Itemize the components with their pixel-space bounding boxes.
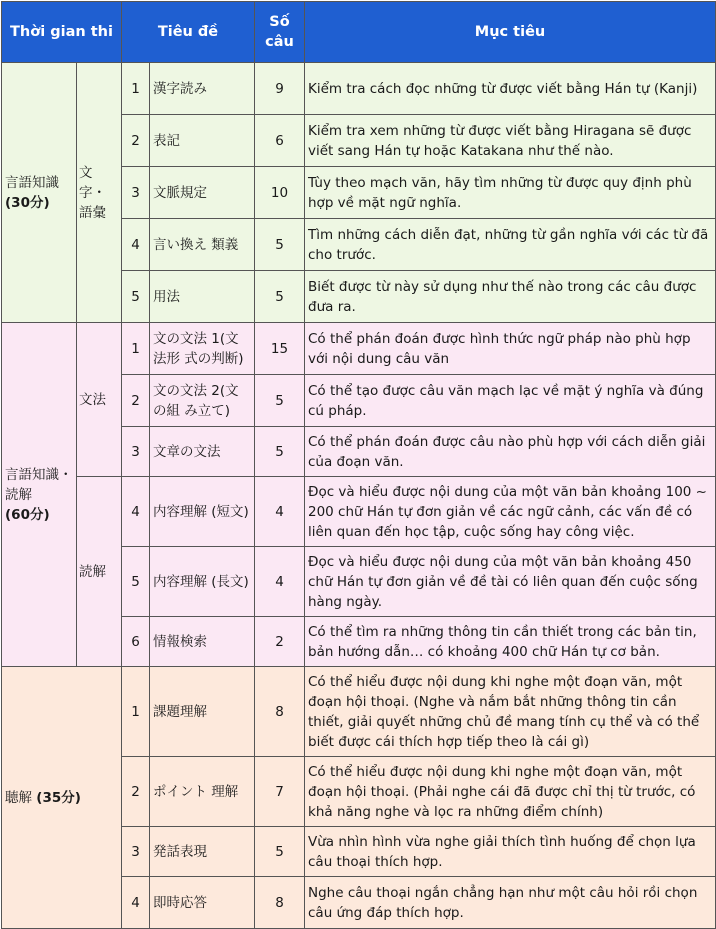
- item-goal: Tìm những cách diễn đạt, những từ gần nghĩa với các từ đã cho trước.: [305, 219, 716, 271]
- question-count: 9: [255, 63, 305, 115]
- item-number: 5: [122, 547, 150, 617]
- item-goal: Kiểm tra xem những từ được viết bằng Hiragana sẽ được viết sang Hán tự hoặc Katakana như thế nào.: [305, 115, 716, 167]
- item-number: 2: [122, 115, 150, 167]
- table-row: [2, 63, 716, 115]
- item-goal: Vừa nhìn hình vừa nghe giải thích tình huống để chọn lựa câu thoại thích hợp.: [305, 827, 716, 877]
- item-goal: Đọc và hiểu được nội dung của một văn bản khoảng 450 chữ Hán tự đơn giản về đề tài có liên quan đến cuộc sống hàng ngày.: [305, 547, 716, 617]
- item-title: 漢字読み: [150, 63, 255, 115]
- item-number: 1: [122, 63, 150, 115]
- item-goal: Biết được từ này sử dụng như thế nào trong các câu được đưa ra.: [305, 271, 716, 323]
- item-number: 3: [122, 427, 150, 477]
- item-title: 文の文法 2(文の組 み立て): [150, 375, 255, 427]
- header-time: Thời gian thi: [2, 2, 122, 63]
- item-goal: Có thể phán đoán được hình thức ngữ pháp nào phù hợp với nội dung câu văn: [305, 323, 716, 375]
- item-title: 用法: [150, 271, 255, 323]
- item-goal: Có thể phán đoán được câu nào phù hợp với cách diễn giải của đoạn văn.: [305, 427, 716, 477]
- question-count: 8: [255, 877, 305, 929]
- question-count: 5: [255, 271, 305, 323]
- section-listening: 聴解 (35分): [2, 667, 122, 929]
- jlpt-structure-table: [1, 1, 716, 929]
- item-title: 情報検索: [150, 617, 255, 667]
- question-count: 4: [255, 547, 305, 617]
- subsection-reading: 読解: [77, 477, 122, 667]
- question-count: 5: [255, 827, 305, 877]
- item-number: 4: [122, 477, 150, 547]
- item-title: 発話表現: [150, 827, 255, 877]
- item-number: 5: [122, 271, 150, 323]
- item-number: 3: [122, 167, 150, 219]
- question-count: 2: [255, 617, 305, 667]
- item-title: 即時応答: [150, 877, 255, 929]
- question-count: 10: [255, 167, 305, 219]
- table-row: [2, 477, 716, 547]
- item-title: 文章の文法: [150, 427, 255, 477]
- item-title: 課題理解: [150, 667, 255, 757]
- item-number: 6: [122, 617, 150, 667]
- item-number: 2: [122, 757, 150, 827]
- item-goal: Có thể hiểu được nội dung khi nghe một đoạn văn, một đoạn hội thoại. (Phải nghe cái đã được chỉ thị từ trước, có khả năng nghe và lọc ra những điểm chính): [305, 757, 716, 827]
- item-title: 内容理解 (短文): [150, 477, 255, 547]
- question-count: 7: [255, 757, 305, 827]
- item-title: 文脈規定: [150, 167, 255, 219]
- item-title: 文の文法 1(文法形 式の判断): [150, 323, 255, 375]
- question-count: 15: [255, 323, 305, 375]
- item-goal: Có thể tạo được câu văn mạch lạc về mặt ý nghĩa và đúng cú pháp.: [305, 375, 716, 427]
- item-title: 内容理解 (長文): [150, 547, 255, 617]
- item-number: 4: [122, 219, 150, 271]
- item-number: 2: [122, 375, 150, 427]
- section-grammar-reading: 言語知識・読解 (60分): [2, 323, 77, 667]
- item-number: 1: [122, 667, 150, 757]
- item-goal: Đọc và hiểu được nội dung của một văn bản khoảng 100 ~ 200 chữ Hán tự đơn giản về các ngữ cảnh, các vấn đề có liên quan đến học tập, cuộc sống hay công việc.: [305, 477, 716, 547]
- item-title: 表記: [150, 115, 255, 167]
- item-title: 言い換え 類義: [150, 219, 255, 271]
- question-count: 5: [255, 427, 305, 477]
- question-count: 4: [255, 477, 305, 547]
- table-row: [2, 667, 716, 757]
- header-count: Số câu: [255, 2, 305, 63]
- question-count: 8: [255, 667, 305, 757]
- item-number: 4: [122, 877, 150, 929]
- item-title: ポイント 理解: [150, 757, 255, 827]
- item-goal: Kiểm tra cách đọc những từ được viết bằng Hán tự (Kanji): [305, 63, 716, 115]
- item-number: 1: [122, 323, 150, 375]
- item-goal: Tùy theo mạch văn, hãy tìm những từ được quy định phù hợp về mặt ngữ nghĩa.: [305, 167, 716, 219]
- header-row: [2, 2, 716, 63]
- question-count: 5: [255, 219, 305, 271]
- item-number: 3: [122, 827, 150, 877]
- subsection-grammar: 文法: [77, 323, 122, 477]
- item-goal: Có thể tìm ra những thông tin cần thiết trong các bản tin, bản hướng dẫn… có khoảng 400 chữ Hán tự cơ bản.: [305, 617, 716, 667]
- table-row: [2, 323, 716, 375]
- item-goal: Có thể hiểu được nội dung khi nghe một đoạn văn, một đoạn hội thoại. (Nghe và nắm bắt những thông tin cần thiết, giải quyết những chủ đề mang tính cụ thể và có thể biết được cái thích hợp tiếp theo là cái gì): [305, 667, 716, 757]
- header-title: Tiêu đề: [122, 2, 255, 63]
- item-goal: Nghe câu thoại ngắn chẳng hạn như một câu hỏi rồi chọn câu ứng đáp thích hợp.: [305, 877, 716, 929]
- header-goal: Mục tiêu: [305, 2, 716, 63]
- section-vocab: 言語知識 (30分): [2, 63, 77, 323]
- subsection-moji-goi: 文字・語彙: [77, 63, 122, 323]
- question-count: 5: [255, 375, 305, 427]
- question-count: 6: [255, 115, 305, 167]
